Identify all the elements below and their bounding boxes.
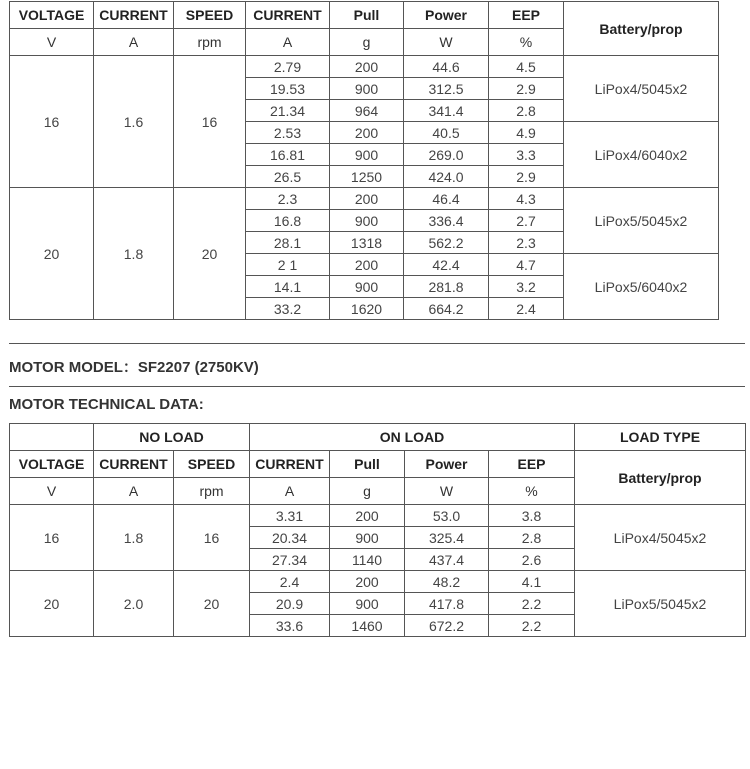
- pull-cell: 200: [330, 571, 405, 593]
- eep-cell: 2.6: [489, 549, 575, 571]
- pull-cell: 200: [330, 122, 404, 144]
- eep-cell: 4.7: [489, 254, 564, 276]
- eep-cell: 2.8: [489, 100, 564, 122]
- eep-cell: 4.5: [489, 56, 564, 78]
- voltage-cell: 16: [10, 505, 94, 571]
- voltage-cell: 20: [10, 188, 94, 320]
- current-cell: 19.53: [246, 78, 330, 100]
- current-cell: 2.79: [246, 56, 330, 78]
- power-cell: 417.8: [405, 593, 489, 615]
- header-pull: Pull: [330, 2, 404, 29]
- motor-model-heading: MOTOR MODEL：SF2207 (2750KV): [9, 359, 259, 376]
- pull-cell: 964: [330, 100, 404, 122]
- unit-current: A: [94, 29, 174, 56]
- power-cell: 325.4: [405, 527, 489, 549]
- eep-cell: 4.3: [489, 188, 564, 210]
- header-current: CURRENT: [94, 2, 174, 29]
- pull-cell: 900: [330, 527, 405, 549]
- current-cell: 2.53: [246, 122, 330, 144]
- unit-current-load: A: [246, 29, 330, 56]
- power-cell: 46.4: [404, 188, 489, 210]
- header-battery-prop: Battery/prop: [575, 451, 746, 505]
- eep-cell: 4.1: [489, 571, 575, 593]
- power-cell: 40.5: [404, 122, 489, 144]
- header-current-load: CURRENT: [246, 2, 330, 29]
- power-cell: 312.5: [404, 78, 489, 100]
- power-cell: 281.8: [404, 276, 489, 298]
- unit-pull: g: [330, 478, 405, 505]
- pull-cell: 1250: [330, 166, 404, 188]
- current-cell: 14.1: [246, 276, 330, 298]
- current-cell: 26.5: [246, 166, 330, 188]
- unit-voltage: V: [10, 29, 94, 56]
- header-power: Power: [405, 451, 489, 478]
- unit-pull: g: [330, 29, 404, 56]
- eep-cell: 3.3: [489, 144, 564, 166]
- power-cell: 672.2: [405, 615, 489, 637]
- eep-cell: 2.2: [489, 615, 575, 637]
- current-cell: 20.9: [250, 593, 330, 615]
- header-eep: EEP: [489, 2, 564, 29]
- voltage-cell: 16: [10, 56, 94, 188]
- unit-current: A: [94, 478, 174, 505]
- pull-cell: 1620: [330, 298, 404, 320]
- power-cell: 336.4: [404, 210, 489, 232]
- current-cell: 16.8: [246, 210, 330, 232]
- pull-cell: 900: [330, 144, 404, 166]
- current-cell: 2.4: [250, 571, 330, 593]
- eep-cell: 2.7: [489, 210, 564, 232]
- table-row: [10, 188, 719, 210]
- power-cell: 269.0: [404, 144, 489, 166]
- battery-prop-cell: LiPox4/5045x2: [575, 505, 746, 571]
- table-row: [10, 571, 746, 593]
- battery-prop-cell: LiPox5/5045x2: [575, 571, 746, 637]
- table-row: [10, 56, 719, 78]
- noload-current-cell: 2.0: [94, 571, 174, 637]
- eep-cell: 3.8: [489, 505, 575, 527]
- power-cell: 437.4: [405, 549, 489, 571]
- pull-cell: 200: [330, 254, 404, 276]
- unit-eep: %: [489, 478, 575, 505]
- current-cell: 33.6: [250, 615, 330, 637]
- battery-prop-cell: LiPox4/6040x2: [564, 122, 719, 188]
- pull-cell: 900: [330, 78, 404, 100]
- motor-data-table-2: [9, 423, 746, 637]
- header-current-load: CURRENT: [250, 451, 330, 478]
- pull-cell: 900: [330, 593, 405, 615]
- speed-cell: 16: [174, 56, 246, 188]
- eep-cell: 2.4: [489, 298, 564, 320]
- voltage-cell: 20: [10, 571, 94, 637]
- noload-current-cell: 1.8: [94, 188, 174, 320]
- header-voltage: VOLTAGE: [10, 451, 94, 478]
- unit-power: W: [405, 478, 489, 505]
- eep-cell: 2.2: [489, 593, 575, 615]
- battery-prop-cell: LiPox4/5045x2: [564, 56, 719, 122]
- speed-cell: 20: [174, 188, 246, 320]
- divider: [9, 343, 745, 344]
- unit-voltage: V: [10, 478, 94, 505]
- pull-cell: 1140: [330, 549, 405, 571]
- technical-data-heading: MOTOR TECHNICAL DATA:: [9, 396, 204, 413]
- header-voltage: VOLTAGE: [10, 2, 94, 29]
- unit-power: W: [404, 29, 489, 56]
- power-cell: 48.2: [405, 571, 489, 593]
- eep-cell: 2.3: [489, 232, 564, 254]
- eep-cell: 2.9: [489, 166, 564, 188]
- header-battery-prop: Battery/prop: [564, 2, 719, 56]
- header-current: CURRENT: [94, 451, 174, 478]
- pull-cell: 1460: [330, 615, 405, 637]
- pull-cell: 900: [330, 210, 404, 232]
- power-cell: 53.0: [405, 505, 489, 527]
- pull-cell: 200: [330, 505, 405, 527]
- pull-cell: 200: [330, 56, 404, 78]
- current-cell: 33.2: [246, 298, 330, 320]
- current-cell: 3.31: [250, 505, 330, 527]
- current-cell: 16.81: [246, 144, 330, 166]
- current-cell: 2.3: [246, 188, 330, 210]
- motor-data-table-1: [9, 1, 719, 320]
- power-cell: 42.4: [404, 254, 489, 276]
- divider: [9, 386, 745, 387]
- header-load-type: LOAD TYPE: [575, 424, 746, 451]
- unit-eep: %: [489, 29, 564, 56]
- current-cell: 21.34: [246, 100, 330, 122]
- noload-current-cell: 1.6: [94, 56, 174, 188]
- battery-prop-cell: LiPox5/6040x2: [564, 254, 719, 320]
- current-cell: 2 1: [246, 254, 330, 276]
- unit-current-load: A: [250, 478, 330, 505]
- pull-cell: 200: [330, 188, 404, 210]
- header-speed: SPEED: [174, 2, 246, 29]
- noload-current-cell: 1.8: [94, 505, 174, 571]
- current-cell: 28.1: [246, 232, 330, 254]
- header-blank: [10, 424, 94, 451]
- power-cell: 664.2: [404, 298, 489, 320]
- header-eep: EEP: [489, 451, 575, 478]
- unit-speed: rpm: [174, 29, 246, 56]
- battery-prop-cell: LiPox5/5045x2: [564, 188, 719, 254]
- header-on-load: ON LOAD: [250, 424, 575, 451]
- eep-cell: 4.9: [489, 122, 564, 144]
- pull-cell: 900: [330, 276, 404, 298]
- eep-cell: 2.8: [489, 527, 575, 549]
- table-row: [10, 505, 746, 527]
- eep-cell: 3.2: [489, 276, 564, 298]
- unit-speed: rpm: [174, 478, 250, 505]
- header-pull: Pull: [330, 451, 405, 478]
- power-cell: 424.0: [404, 166, 489, 188]
- power-cell: 562.2: [404, 232, 489, 254]
- header-power: Power: [404, 2, 489, 29]
- header-speed: SPEED: [174, 451, 250, 478]
- pull-cell: 1318: [330, 232, 404, 254]
- current-cell: 20.34: [250, 527, 330, 549]
- power-cell: 341.4: [404, 100, 489, 122]
- speed-cell: 16: [174, 505, 250, 571]
- current-cell: 27.34: [250, 549, 330, 571]
- speed-cell: 20: [174, 571, 250, 637]
- power-cell: 44.6: [404, 56, 489, 78]
- eep-cell: 2.9: [489, 78, 564, 100]
- header-no-load: NO LOAD: [94, 424, 250, 451]
